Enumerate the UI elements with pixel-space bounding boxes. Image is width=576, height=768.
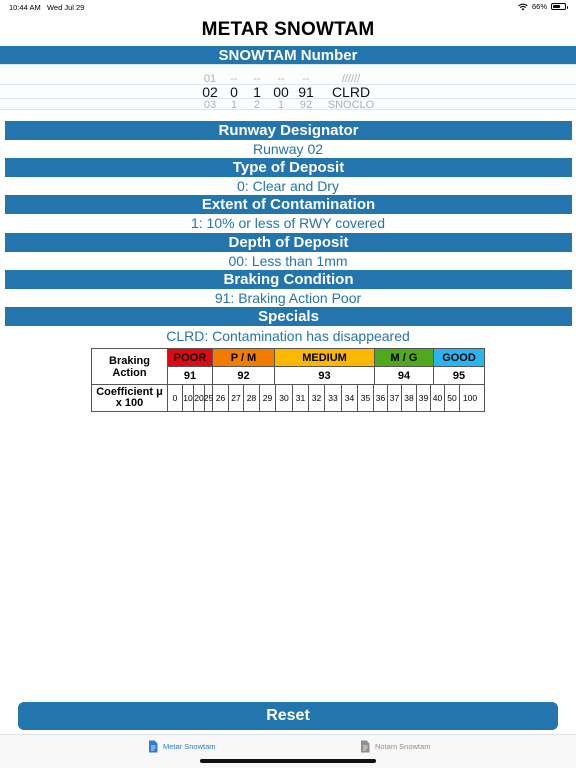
coefficient-cell: 33 <box>325 385 342 411</box>
braking-action-table <box>91 348 485 412</box>
document-icon <box>148 740 158 753</box>
reset-button[interactable]: Reset <box>18 702 558 730</box>
extent-value: 1: 10% or less of RWY covered <box>190 215 386 231</box>
picker-selected[interactable]: 91 <box>298 84 314 100</box>
depth-header: Depth of Deposit <box>5 233 572 252</box>
status-time-date <box>9 3 84 12</box>
picker-column-specials[interactable] <box>321 65 381 110</box>
picker-option[interactable]: 01 <box>203 73 217 85</box>
picker-option[interactable]: 2 <box>253 99 261 110</box>
coefficient-cell: 31 <box>293 385 309 411</box>
coefficient-cell: 35 <box>358 385 374 411</box>
coefficient-cell: 26 <box>213 385 229 411</box>
extent-header: Extent of Contamination <box>5 195 572 214</box>
picker-option[interactable]: 92 <box>299 99 313 110</box>
runway-designator-value: Runway 02 <box>252 141 324 157</box>
picker-selected[interactable]: 00 <box>273 84 289 100</box>
coefficient-cell: 27 <box>229 385 244 411</box>
coefficient-cell: 10 <box>183 385 194 411</box>
type-of-deposit-value: 0: Clear and Dry <box>237 178 339 194</box>
code-94: 94 <box>375 367 434 385</box>
braking-condition-value: 91: Braking Action Poor <box>214 290 362 306</box>
coefficient-cell: 40 <box>431 385 445 411</box>
coefficient-cell: 29 <box>260 385 276 411</box>
category-good: GOOD <box>434 349 484 367</box>
tab-notam-snowtam[interactable] <box>360 740 430 753</box>
type-of-deposit-header: Type of Deposit <box>5 158 572 177</box>
picker-option[interactable]: -- <box>253 73 261 85</box>
runway-designator-header: Runway Designator <box>5 121 572 140</box>
picker-option[interactable]: -- <box>230 73 238 85</box>
home-indicator[interactable] <box>200 759 376 763</box>
picker-option[interactable]: SNOCLO <box>327 99 375 110</box>
picker-selected[interactable]: 1 <box>253 84 261 100</box>
coefficient-cell: 30 <box>276 385 293 411</box>
code-95: 95 <box>434 367 484 385</box>
picker-selected[interactable]: 0 <box>230 84 238 100</box>
coefficient-label: Coefficient μ x 100 <box>92 385 168 411</box>
status-bar <box>0 0 576 14</box>
code-92: 92 <box>213 367 275 385</box>
category-medium: MEDIUM <box>275 349 375 367</box>
snowtam-picker[interactable] <box>0 64 576 110</box>
coefficient-cell: 100 <box>462 393 478 403</box>
coefficient-cell: 32 <box>309 385 325 411</box>
picker-selected[interactable]: 02 <box>202 84 218 100</box>
wifi-icon <box>518 3 528 11</box>
category-medium-good: M / G <box>375 349 434 367</box>
depth-value: 00: Less than 1mm <box>228 253 348 269</box>
coefficient-cell: 50 <box>445 385 460 411</box>
status-indicators <box>518 2 566 11</box>
category-poor-medium: P / M <box>213 349 275 367</box>
code-91: 91 <box>168 367 213 385</box>
specials-header: Specials <box>5 307 572 326</box>
battery-icon <box>551 3 566 10</box>
snowtam-number-header: SNOWTAM Number <box>0 46 576 65</box>
picker-option[interactable]: -- <box>302 73 310 85</box>
coefficient-cell: 28 <box>244 385 260 411</box>
picker-selected[interactable]: CLRD <box>331 84 371 100</box>
status-time: 10:44 AM <box>9 3 41 12</box>
coefficient-cell: 37 <box>388 385 402 411</box>
braking-action-label: Braking Action <box>92 349 168 385</box>
coefficient-cell: 20 <box>194 385 205 411</box>
coefficient-cell: 0 <box>168 385 183 411</box>
coefficient-cell: 38 <box>402 385 417 411</box>
specials-value: CLRD: Contamination has disappeared <box>166 328 410 344</box>
coefficient-cell: 25 <box>205 385 213 411</box>
code-93: 93 <box>275 367 375 385</box>
braking-condition-header: Braking Condition <box>5 270 572 289</box>
picker-option[interactable]: ////// <box>341 73 361 85</box>
coefficient-cell: 39 <box>417 385 431 411</box>
battery-percent: 66% <box>531 2 547 11</box>
page-title: METAR SNOWTAM <box>201 19 375 40</box>
tab-label: Metar Snowtam <box>163 742 216 751</box>
tab-metar-snowtam[interactable] <box>148 740 216 753</box>
document-icon <box>360 740 370 753</box>
picker-option[interactable]: 1 <box>277 99 285 110</box>
tab-label: Notam Snowtam <box>375 742 431 751</box>
picker-option[interactable]: -- <box>277 73 285 85</box>
battery-level <box>553 5 560 8</box>
picker-option[interactable]: 03 <box>203 99 217 110</box>
status-date: Wed Jul 29 <box>46 3 85 12</box>
coefficient-cell: 36 <box>374 385 388 411</box>
picker-option[interactable]: 1 <box>230 99 238 110</box>
coefficient-cell: 34 <box>342 385 358 411</box>
category-poor: POOR <box>168 349 213 367</box>
